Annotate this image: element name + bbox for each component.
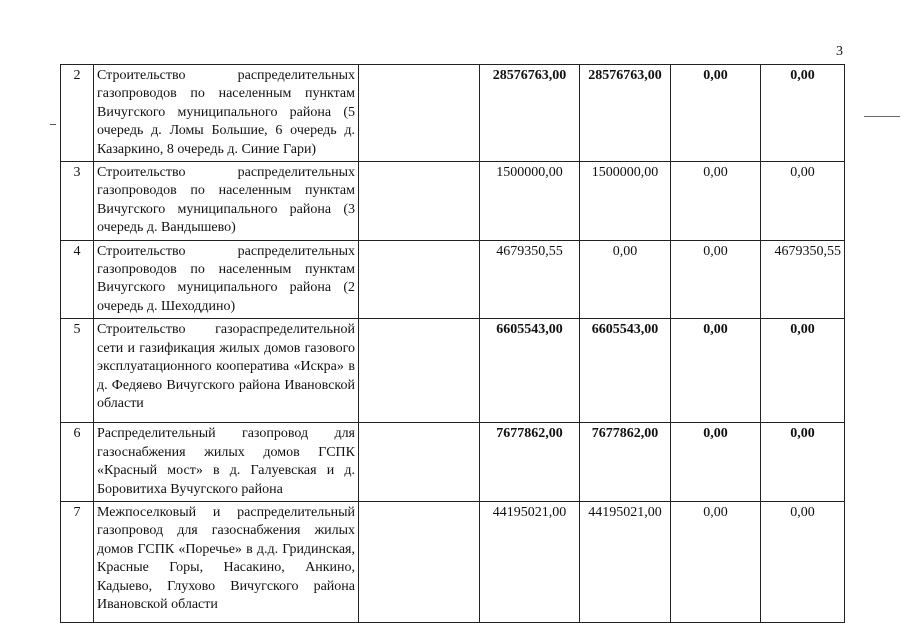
row-description: Строительство распределительных газопроводов по населенным пунктам Вичугского муниципального района (5 очередь д. Ломы Большие, 6 очередь д. Казаркино, 8 очередь д. Синие Гари) [94,65,359,162]
value-col-4: 0,00 [761,65,845,162]
value-col-3: 0,00 [671,240,761,319]
table-row [61,240,845,319]
table-row [61,319,845,423]
row-number: 7 [61,501,94,622]
row-number: 3 [61,162,94,241]
value-col-2: 6605543,00 [580,319,671,423]
value-col-3: 0,00 [671,319,761,423]
value-col-4: 0,00 [761,501,845,622]
table-row [61,423,845,502]
value-col-4: 0,00 [761,319,845,423]
value-col-2: 7677862,00 [580,423,671,502]
row-description: Строительство газораспределительной сети и газификация жилых домов газового эксплуатационного кооператива «Искра» в д. Федяево Вичугского района Ивановской области [94,319,359,423]
value-col-4: 0,00 [761,423,845,502]
value-col-4: 0,00 [761,162,845,241]
empty-cell [359,162,480,241]
empty-cell [359,65,480,162]
value-total: 28576763,00 [480,65,580,162]
page-number: 3 [836,44,843,59]
row-number: 4 [61,240,94,319]
row-description: Строительство распределительных газопроводов по населенным пунктам Вичугского муниципального района (3 очередь д. Вандышево) [94,162,359,241]
value-col-3: 0,00 [671,501,761,622]
margin-mark [50,124,56,125]
row-description: Строительство распределительных газопроводов по населенным пунктам Вичугского муниципального района (2 очередь д. Шеходдино) [94,240,359,319]
table-row [61,162,845,241]
empty-cell [359,319,480,423]
value-total: 1500000,00 [480,162,580,241]
value-col-2: 0,00 [580,240,671,319]
budget-table [60,64,845,623]
row-number: 6 [61,423,94,502]
margin-mark [864,116,900,117]
row-number: 5 [61,319,94,423]
row-description: Распределительный газопровод для газоснабжения жилых домов ГСПК «Красный мост» в д. Галуевская и д. Боровитиха Вучугского района [94,423,359,502]
value-total: 4679350,55 [480,240,580,319]
value-total: 7677862,00 [480,423,580,502]
value-col-2: 1500000,00 [580,162,671,241]
row-number: 2 [61,65,94,162]
row-description: Межпоселковый и распределительный газопровод для газоснабжения жилых домов ГСПК «Поречье» в д.д. Гридинская, Красные Горы, Насакино, Анкино, Кадыево, Глухово Вичугского района Ивановской области [94,501,359,622]
value-col-2: 28576763,00 [580,65,671,162]
value-col-3: 0,00 [671,162,761,241]
table-row [61,501,845,622]
value-col-3: 0,00 [671,423,761,502]
empty-cell [359,240,480,319]
value-col-3: 0,00 [671,65,761,162]
table-row [61,65,845,162]
value-col-2: 44195021,00 [580,501,671,622]
value-total: 6605543,00 [480,319,580,423]
empty-cell [359,423,480,502]
value-total: 44195021,00 [480,501,580,622]
value-col-4: 4679350,55 [761,240,845,319]
empty-cell [359,501,480,622]
